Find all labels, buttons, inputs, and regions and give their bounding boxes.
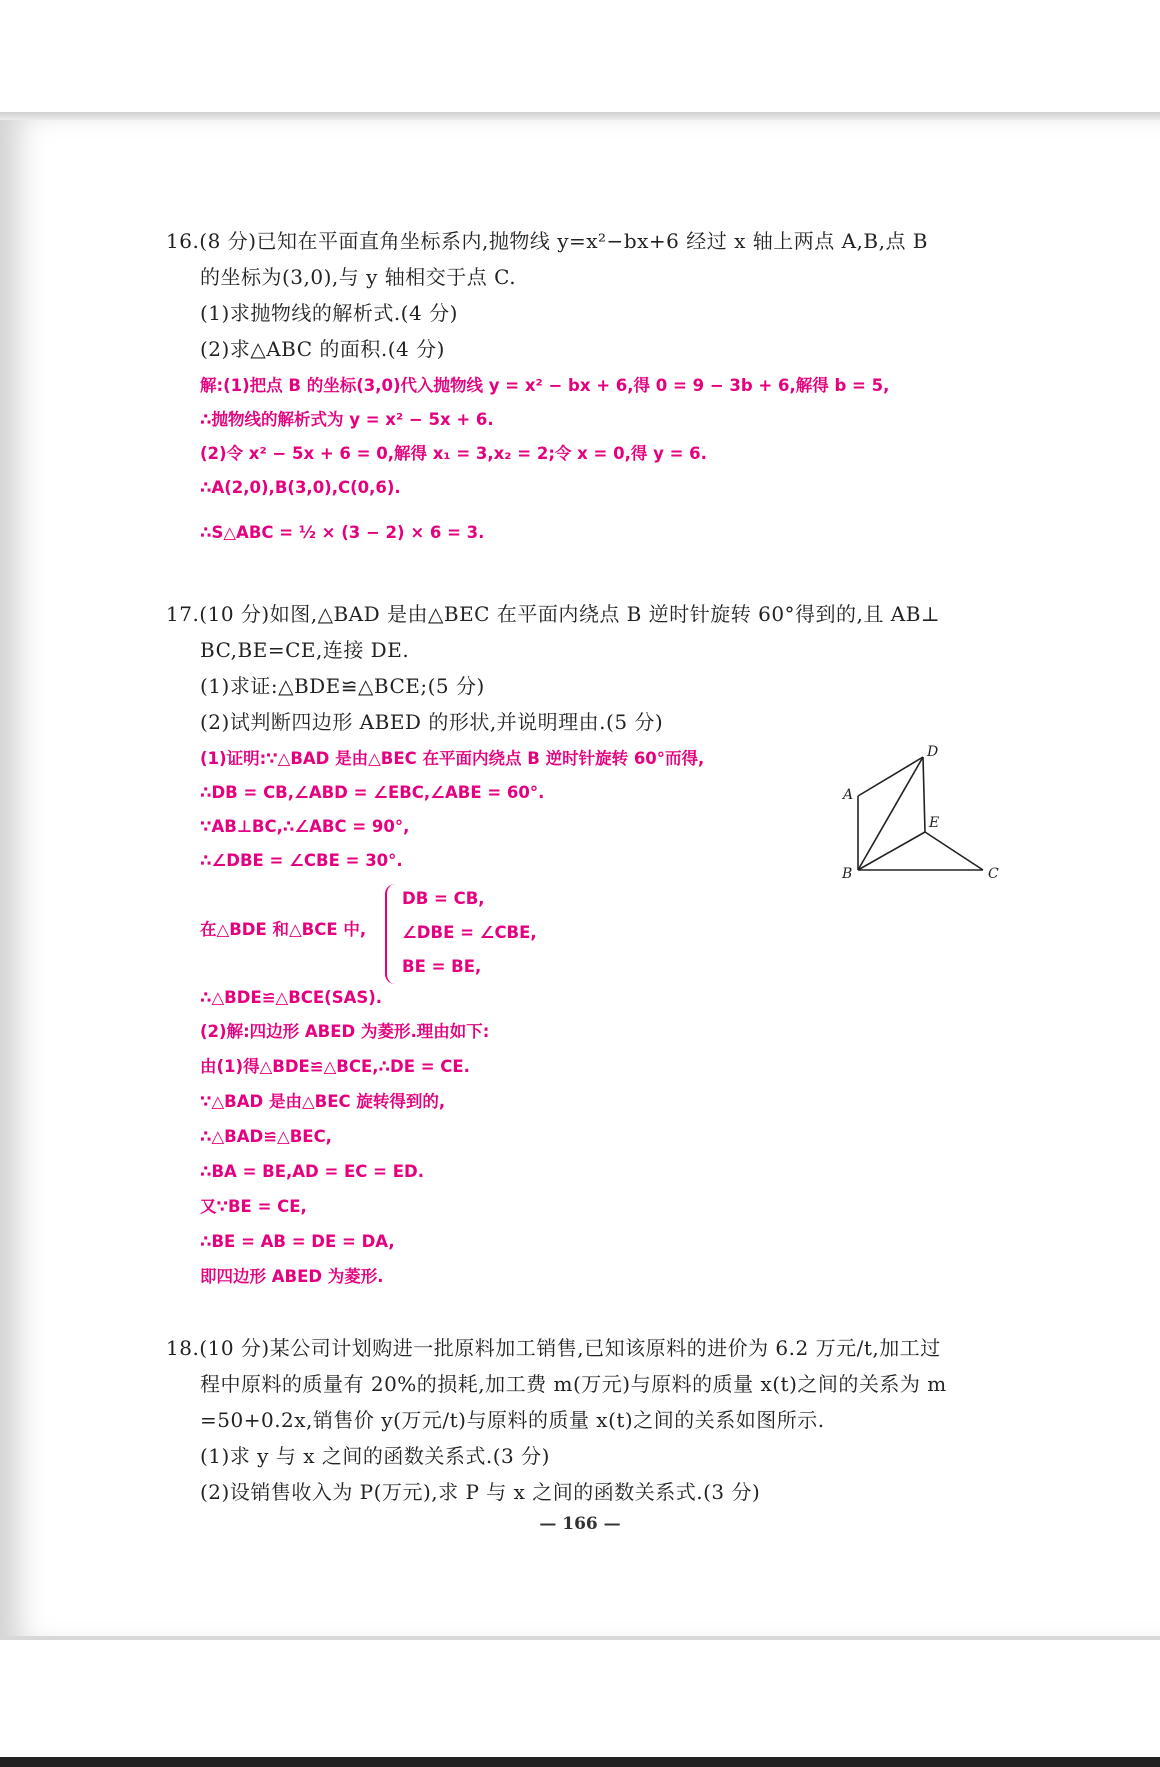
q17-answer-13: 即四边形 ABED 为菱形. xyxy=(200,1267,384,1286)
q17-part-2: (2)试判断四边形 ABED 的形状,并说明理由.(5 分) xyxy=(200,710,664,734)
q17-brace-lead: 在△BDE 和△BCE 中, xyxy=(200,920,367,939)
bottom-bar xyxy=(0,1757,1160,1767)
label-b: B xyxy=(842,866,853,882)
q18-line-1: 18.(10 分)某公司计划购进一批原料加工销售,已知该原料的进价为 6.2 万元/t,加工过 xyxy=(166,1336,941,1360)
rhombus-figure xyxy=(838,742,1008,882)
label-a: A xyxy=(843,787,854,803)
q17-answer-2: ∴DB = CB,∠ABD = ∠EBC,∠ABE = 60°. xyxy=(200,783,545,802)
q17-answer-8: ∵△BAD 是由△BEC 旋转得到的, xyxy=(200,1092,446,1111)
q17-answer-5: ∴△BDE≌△BCE(SAS). xyxy=(200,988,383,1007)
label-d: D xyxy=(927,744,939,760)
q17-answer-9: ∴△BAD≌△BEC, xyxy=(200,1127,332,1146)
q17-answer-11: 又∵BE = CE, xyxy=(200,1197,307,1216)
label-c: C xyxy=(988,866,999,882)
q16-answer-5: ∴S△ABC = ½ × (3 − 2) × 6 = 3. xyxy=(200,523,485,542)
q16-answer-3: (2)令 x² − 5x + 6 = 0,解得 x₁ = 3,x₂ = 2;令 x = 0,得 y = 6. xyxy=(200,444,707,463)
segment-ec xyxy=(925,832,983,870)
q17-answer-4: ∴∠DBE = ∠CBE = 30°. xyxy=(200,851,403,870)
q18-line-3: =50+0.2x,销售价 y(万元/t)与原料的质量 x(t)之间的关系如图所示. xyxy=(200,1408,825,1432)
brace-symbol xyxy=(385,884,401,984)
q16-line-1: 16.(8 分)已知在平面直角坐标系内,抛物线 y=x²−bx+6 经过 x 轴上两点 A,B,点 B xyxy=(166,229,929,253)
q17-answer-12: ∴BE = AB = DE = DA, xyxy=(200,1232,395,1251)
q17-answer-3: ∵AB⊥BC,∴∠ABC = 90°, xyxy=(200,817,410,836)
q16-answer-1: 解:(1)把点 B 的坐标(3,0)代入抛物线 y = x² − bx + 6,得 0 = 9 − 3b + 6,解得 b = 5, xyxy=(200,376,890,395)
q16-answer-2: ∴抛物线的解析式为 y = x² − 5x + 6. xyxy=(200,410,494,429)
q16-part-2: (2)求△ABC 的面积.(4 分) xyxy=(200,337,445,361)
brace-item-1: DB = CB, xyxy=(402,889,485,908)
q18-part-2: (2)设销售收入为 P(万元),求 P 与 x 之间的函数关系式.(3 分) xyxy=(200,1480,761,1504)
q16-part-1: (1)求抛物线的解析式.(4 分) xyxy=(200,301,458,325)
brace-conditions xyxy=(402,882,537,984)
q16-answer-4: ∴A(2,0),B(3,0),C(0,6). xyxy=(200,478,401,497)
page-bottom-edge xyxy=(0,1636,1160,1640)
q17-answer-6: (2)解:四边形 ABED 为菱形.理由如下: xyxy=(200,1022,490,1041)
q16-line-2: 的坐标为(3,0),与 y 轴相交于点 C. xyxy=(200,265,517,289)
page-number: — 166 — xyxy=(539,1514,621,1534)
q17-line-2: BC,BE=CE,连接 DE. xyxy=(200,638,410,662)
q17-line-1: 17.(10 分)如图,△BAD 是由△BEC 在平面内绕点 B 逆时针旋转 60°得到的,且 AB⊥ xyxy=(166,602,941,626)
q17-answer-7: 由(1)得△BDE≌△BCE,∴DE = CE. xyxy=(200,1057,470,1076)
segment-de xyxy=(923,757,925,832)
segment-bd xyxy=(858,757,923,870)
label-e: E xyxy=(929,815,940,831)
q17-answer-1: (1)证明:∵△BAD 是由△BEC 在平面内绕点 B 逆时针旋转 60°而得, xyxy=(200,749,705,768)
q17-part-1: (1)求证:△BDE≌△BCE;(5 分) xyxy=(200,674,485,698)
brace-item-3: BE = BE, xyxy=(402,957,482,976)
q17-answer-10: ∴BA = BE,AD = EC = ED. xyxy=(200,1162,424,1181)
q18-line-2: 程中原料的质量有 20%的损耗,加工费 m(万元)与原料的质量 x(t)之间的关系为 m xyxy=(200,1372,947,1396)
segment-ad xyxy=(858,757,923,796)
q18-part-1: (1)求 y 与 x 之间的函数关系式.(3 分) xyxy=(200,1444,550,1468)
brace-item-2: ∠DBE = ∠CBE, xyxy=(402,923,537,942)
